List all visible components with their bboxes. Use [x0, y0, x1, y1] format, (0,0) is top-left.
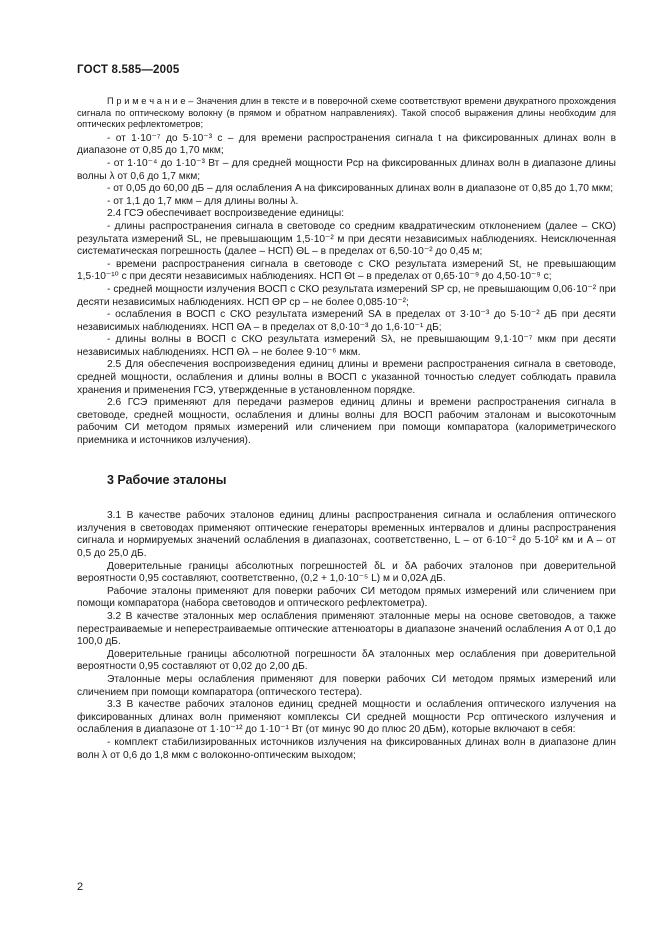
section-heading: 3 Рабочие эталоны: [107, 472, 227, 487]
paragraph: Рабочие эталоны применяют для поверки рабочих СИ методом прямых измерений или сличением при помощи компаратора (набора световодов и оптического рефлектометра).: [77, 585, 616, 610]
paragraph: - ослабления в ВОСП с СКО результата измерений SA в пределах от 3·10⁻³ до 5·10⁻² дБ при десяти независимых наблюдениях. НСП ΘA – в пределах от 8,0·10⁻³ до 1,6·10⁻¹ дБ;: [77, 309, 616, 333]
paragraph: - средней мощности излучения ВОСП с СКО результата измерений SP ср, не превышающим 0,06·10⁻² при десяти независимых наблюдениях. НСП ΘP ср – не более 0,085·10⁻²;: [77, 283, 616, 308]
paragraph: 3.1 В качестве рабочих эталонов единиц длины распространения сигнала и ослабления оптического излучения в световодах применяют оптические генераторы временных интервалов и длины распространения сигнала и нормируемых значений ослабления в диапазонах, соответственно, L – от 6·10⁻² до 5·10² км и A – от 0,5 до 25,0 дБ.: [77, 510, 616, 559]
paragraph: - от 1,1 до 1,7 мкм – для длины волны λ.: [107, 195, 299, 207]
paragraph: - от 0,05 до 60,00 дБ – для ослабления A на фиксированных длинах волн в диапазоне от 0,85 до 1,70 мкм;: [107, 183, 614, 195]
paragraph: - от 1·10⁻⁷ до 5·10⁻³ с – для времени распространения сигнала t на фиксированных длинах волн в диапазоне от 0,85 до 1,70 мкм;: [77, 132, 616, 157]
document-body: [77, 96, 616, 762]
paragraph: Доверительные границы абсолютных погрешностей δL и δA рабочих эталонов при доверительной вероятности 0,95 составляют, соответственно, (0,2 + 1,0·10⁻⁵ L) м и 0,02A дБ.: [77, 560, 616, 585]
paragraph: - времени распространения сигнала в световоде с СКО результата измерений St, не превышающим 1,5·10⁻¹⁰ с при десяти независимых наблюдениях. НСП Θt – в пределах от 0,65·10⁻⁹ до 4,50·10⁻⁹ с;: [77, 258, 616, 283]
paragraph: 3.3 В качестве рабочих эталонов единиц средней мощности и ослабления оптического излучения на фиксированных длинах волн применяют комплексы СИ средней мощности Pср оптического излучения и ослабления в диапазоне от 1·10⁻¹² до 1·10⁻¹ Вт (от минус 90 до плюс 20 дБм), которые включают в себя:: [77, 699, 616, 736]
paragraph: - от 1·10⁻⁴ до 1·10⁻³ Вт – для средней мощности Pср на фиксированных длинах волн в диапазоне длины волны λ от 0,6 до 1,7 мкм;: [77, 157, 616, 182]
paragraph: 2.4 ГСЭ обеспечивает воспроизведение единицы:: [107, 208, 345, 220]
page-number: 2: [77, 881, 84, 893]
paragraph: Доверительные границы абсолютной погрешности δA эталонных мер ослабления при доверительной вероятности 0,95 составляют от 0,02 до 2,00 дБ.: [77, 648, 616, 673]
paragraph: 3.2 В качестве эталонных мер ослабления применяют эталонные меры на основе световодов, а также перестраиваемые и неперестраиваемые оптические аттенюаторы в диапазоне значений ослабления A от 0,1 до 100,0 дБ.: [77, 610, 616, 648]
document-header: ГОСТ 8.585—2005: [77, 64, 180, 76]
paragraph: 2.5 Для обеспечения воспроизведения единиц длины и времени распространения сигнала в световоде, средней мощности, ослабления и длины волны в ВОСП с указанной точностью следует соблюдать правила хранения и применения ГСЭ, утвержденные в установленном порядке.: [77, 359, 616, 396]
note-paragraph: П р и м е ч а н и е – Значения длин в тексте и в поверочной схеме соответствуют времени двукратного прохождения сигнала по оптическому волокну (в прямом и обратном направлениях). Такой способ выражения длины необходим для оптических рефлектометров;: [77, 96, 616, 130]
paragraph: - длины волны в ВОСП с СКО результата измерений Sλ, не превышающим 9,1·10⁻⁷ мкм при десяти независимых наблюдениях. НСП Θλ – не более 9·10⁻⁶ мкм.: [77, 334, 616, 358]
paragraph: - комплект стабилизированных источников излучения на фиксированных длинах волн в диапазоне длин волн λ от 0,6 до 1,8 мкм с волоконно-оптическим выходом;: [77, 736, 616, 761]
paragraph: - длины распространения сигнала в световоде со средним квадратическим отклонением (далее – СКО) результата измерений SL, не превышающим 1,5·10⁻² м при десяти независимых наблюдениях. Неисключенная систематическая погрешность (далее – НСП) ΘL – в пределах от 6,50·10⁻² до 0,45 м;: [77, 220, 616, 258]
paragraph: 2.6 ГСЭ применяют для передачи размеров единиц длины и времени распространения сигнала в световоде, средней мощности, ослабления и длины волны для ВОСП рабочим эталонам и высокоточным рабочим СИ методом прямых измерений или сличением при помощи компаратора (калориметрического приемника и источников излучения).: [77, 397, 616, 447]
paragraph: Эталонные меры ослабления применяют для поверки рабочих СИ методом прямых измерений или сличением при помощи компаратора (оптического тестера).: [77, 673, 616, 698]
